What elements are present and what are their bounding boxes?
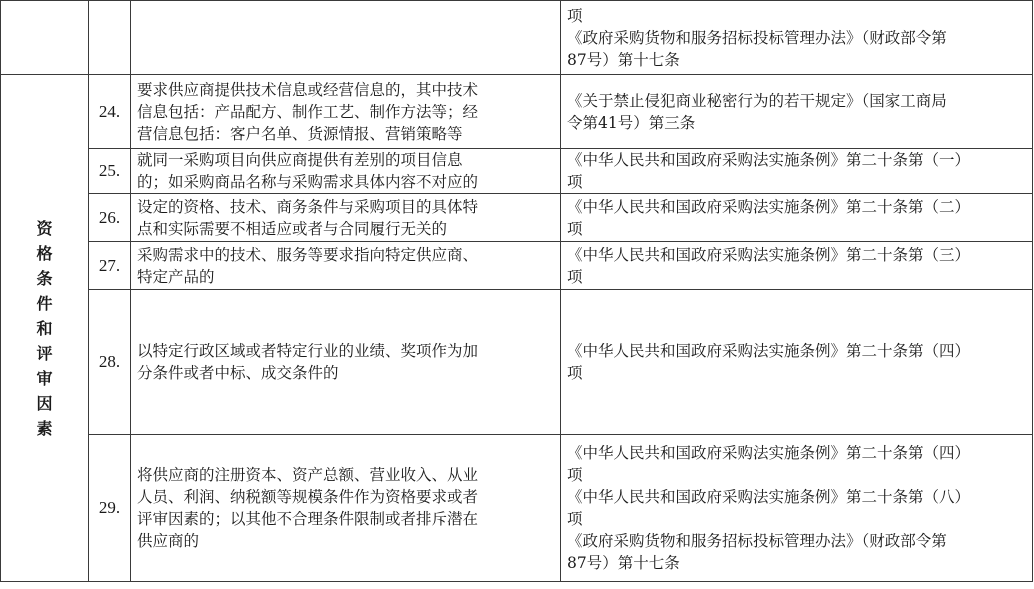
item-number: 24. [89, 75, 131, 149]
basis-line: 项 [567, 364, 583, 382]
item-number: 29. [89, 435, 131, 582]
description-cell [131, 194, 561, 242]
description-cell-empty [131, 1, 561, 75]
basis-line: 87号）第十七条 [567, 50, 680, 69]
item-number: 27. [89, 242, 131, 290]
basis-line: 《中华人民共和国政府采购法实施条例》第二十条第（四） [567, 342, 971, 360]
legal-basis-cell [561, 435, 1033, 582]
item-number: 26. [89, 194, 131, 242]
continued-row [1, 1, 1033, 75]
legal-basis-cell [561, 242, 1033, 290]
description-cell [131, 290, 561, 435]
description-line: 以特定行政区域或者特定行业的业绩、奖项作为加 [137, 342, 479, 360]
basis-line: 《中华人民共和国政府采购法实施条例》第二十条第（一） [567, 151, 971, 169]
basis-line: 《政府采购货物和服务招标投标管理办法》（财政部令第 [567, 28, 947, 47]
legal-basis-cell [561, 290, 1033, 435]
legal-basis-cell [561, 1, 1033, 75]
basis-line: 《中华人民共和国政府采购法实施条例》第二十条第（二） [567, 197, 971, 216]
description-line: 信息包括：产品配方、制作工艺、制作方法等；经 [137, 102, 479, 121]
basis-line: 《中华人民共和国政府采购法实施条例》第二十条第（三） [567, 245, 971, 264]
table-row [1, 290, 1033, 435]
basis-line: 项 [567, 219, 583, 238]
basis-line: 项 [567, 6, 583, 25]
description-line: 点和实际需要不相适应或者与合同履行无关的 [137, 219, 448, 238]
item-number: 25. [89, 149, 131, 194]
basis-line: 项 [567, 173, 583, 191]
description-line: 评审因素的；以其他不合理条件限制或者排斥潜在 [137, 510, 479, 528]
description-line: 供应商的 [137, 532, 200, 550]
description-line: 采购需求中的技术、服务等要求指向特定供应商、 [137, 245, 479, 264]
table-row [1, 242, 1033, 290]
description-cell [131, 435, 561, 582]
description-line: 就同一采购项目向供应商提供有差别的项目信息 [137, 151, 463, 169]
basis-line: 项 [567, 510, 583, 528]
description-cell [131, 75, 561, 149]
table-row [1, 194, 1033, 242]
item-number: 28. [89, 290, 131, 435]
basis-line: 《关于禁止侵犯商业秘密行为的若干规定》（国家工商局 [567, 91, 947, 110]
legal-basis-cell [561, 149, 1033, 194]
legal-basis-cell [561, 194, 1033, 242]
description-line: 营信息包括：客户名单、货源情报、营销策略等 [137, 124, 463, 143]
category-cell-previous [1, 1, 89, 75]
basis-line: 项 [567, 466, 583, 484]
basis-line: 《中华人民共和国政府采购法实施条例》第二十条第（八） [567, 488, 971, 506]
basis-line: 《中华人民共和国政府采购法实施条例》第二十条第（四） [567, 444, 971, 462]
description-line: 特定产品的 [137, 267, 215, 286]
basis-line: 项 [567, 267, 583, 286]
description-line: 人员、利润、纳税额等规模条件作为资格要求或者 [137, 488, 479, 506]
description-cell [131, 242, 561, 290]
description-line: 要求供应商提供技术信息或经营信息的，其中技术 [137, 80, 479, 99]
basis-line: 《政府采购货物和服务招标投标管理办法》（财政部令第 [567, 532, 947, 550]
category-cell [1, 75, 89, 582]
description-line: 将供应商的注册资本、资产总额、营业收入、从业 [137, 466, 479, 484]
table-row [1, 75, 1033, 149]
description-cell [131, 149, 561, 194]
description-line: 设定的资格、技术、商务条件与采购项目的具体特 [137, 197, 479, 216]
basis-line: 令第41号）第三条 [567, 113, 696, 132]
basis-line: 87号）第十七条 [567, 554, 680, 572]
table-row [1, 149, 1033, 194]
table-row [1, 435, 1033, 582]
description-line: 分条件或者中标、成交条件的 [137, 364, 339, 382]
category-label: 资格条件和评审因素 [36, 218, 53, 438]
legal-basis-cell [561, 75, 1033, 149]
description-line: 的；如采购商品名称与采购需求具体内容不对应的 [137, 173, 479, 191]
number-cell-empty [89, 1, 131, 75]
